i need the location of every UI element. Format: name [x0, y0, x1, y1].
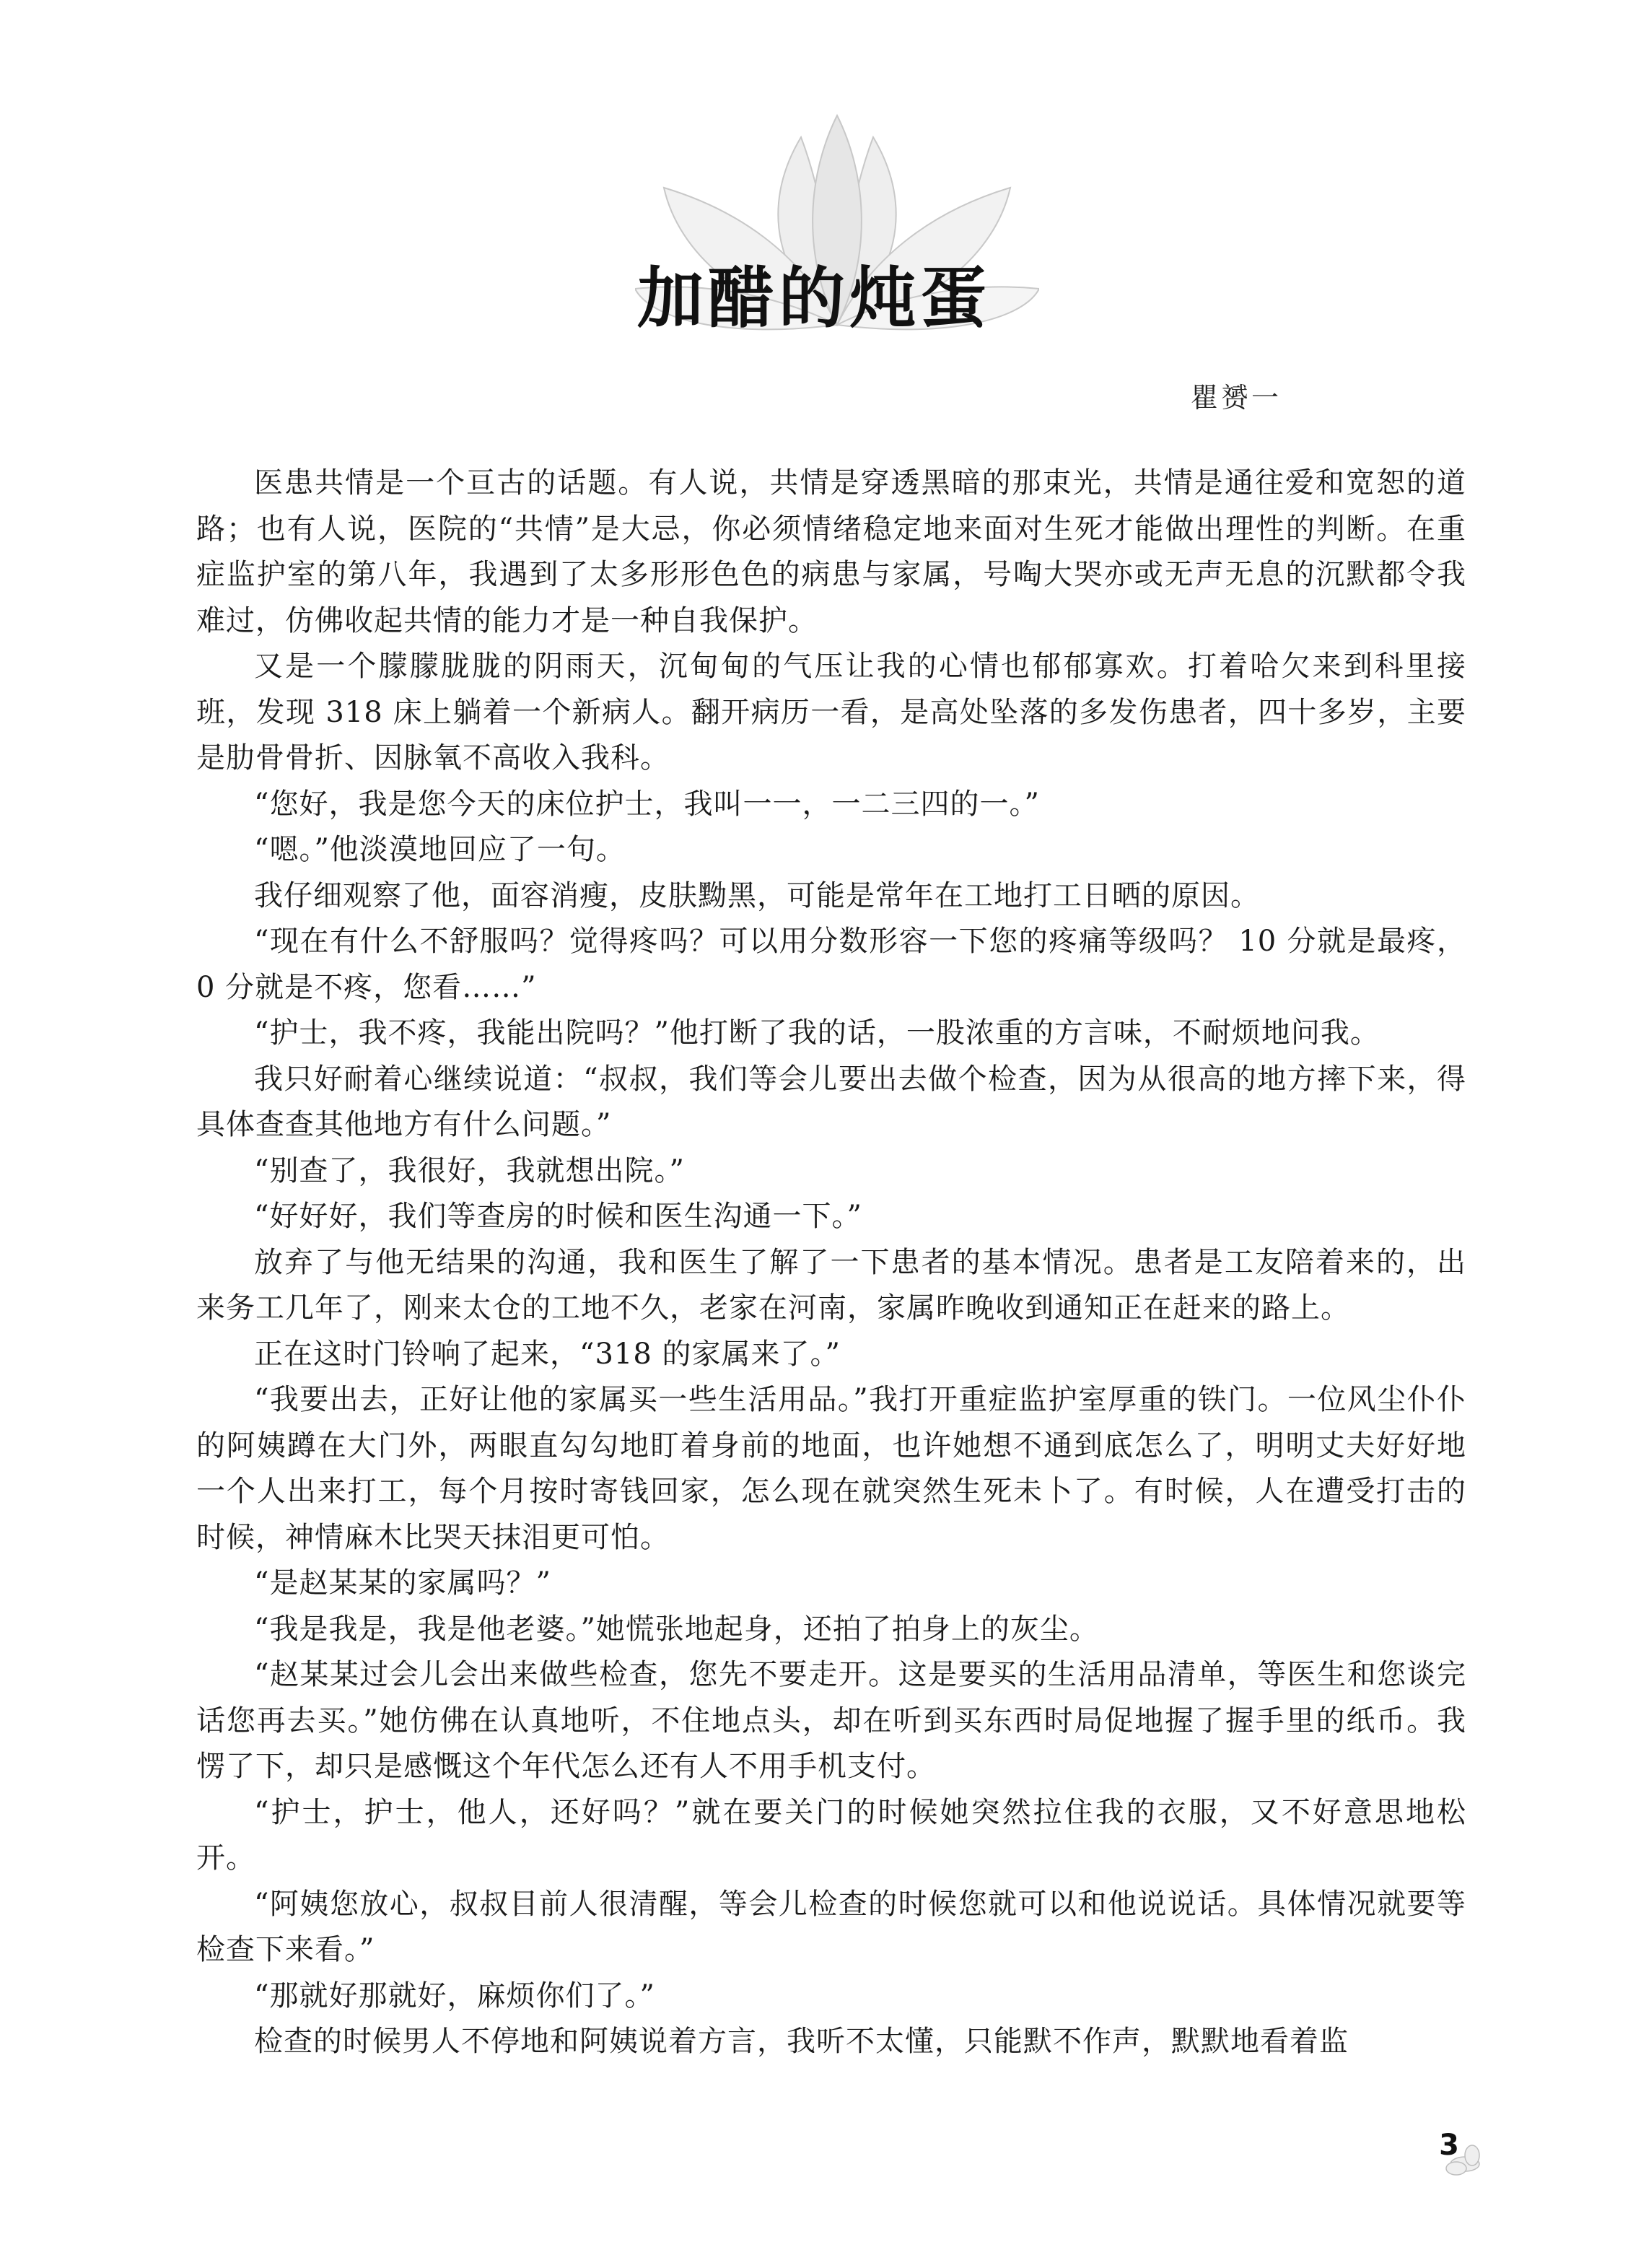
paragraph: 放弃了与他无结果的沟通，我和医生了解了一下患者的基本情况。患者是工友陪着来的，出来务工几年了，刚来太仓的工地不久，老家在河南，家属昨晚收到通知正在赶来的路上。 — [196, 1245, 1466, 1325]
paragraph: “赵某某过会儿会出来做些检查，您先不要走开。这是要买的生活用品清单，等医生和您谈完话您再去买。”她仿佛在认真地听，不住地点头，却在听到买东西时局促地握了握手里的纸币。我愣了下，却只是感慨这个年代怎么还有人不用手机支付。 — [196, 1658, 1466, 1783]
paragraph: “那就好那就好，麻烦你们了。” — [254, 1979, 655, 2012]
paragraph: “我是我是，我是他老婆。”她慌张地起身，还拍了拍身上的灰尘。 — [254, 1612, 1099, 1646]
article-body — [196, 461, 1466, 2065]
paragraph: 正在这时门铃响了起来，“318 的家属来了。” — [254, 1337, 841, 1371]
paragraph: “是赵某某的家属吗？” — [254, 1566, 551, 1600]
paragraph: “您好，我是您今天的床位护士，我叫一一，一二三四的一。” — [254, 787, 1040, 821]
paragraph: 检查的时候男人不停地和阿姨说着方言，我听不太懂，只能默不作声，默默地看着监 — [254, 2025, 1349, 2058]
paragraph: 医患共情是一个亘古的话题。有人说，共情是穿透黑暗的那束光，共情是通往爱和宽恕的道路；也有人说，医院的“共情”是大忌，你必须情绪稳定地来面对生死才能做出理性的判断。在重症监护室的第八年，我遇到了太多形形色色的病患与家属，号啕大哭亦或无声无息的沉默都令我难过，仿佛收起共情的能力才是一种自我保护。 — [196, 466, 1466, 637]
paragraph: 我只好耐着心继续说道：“叔叔，我们等会儿要出去做个检查，因为从很高的地方摔下来，得具体查查其他地方有什么问题。” — [196, 1062, 1466, 1141]
paragraph: “我要出去，正好让他的家属买一些生活用品。”我打开重症监护室厚重的铁门。一位风尘仆仆的阿姨蹲在大门外，两眼直勾勾地盯着身前的地面，也许她想不通到底怎么了，明明丈夫好好地一个人出来打工，每个月按时寄钱回家，怎么现在就突然生死未卜了。有时候，人在遭受打击的时候，神情麻木比哭天抹泪更可怕。 — [196, 1383, 1466, 1554]
author-name: 瞿赟一 — [1190, 382, 1282, 414]
paragraph: “好好好，我们等查房的时候和医生沟通一下。” — [254, 1200, 862, 1233]
article-title: 加醋的炖蛋 — [636, 259, 991, 337]
page-number: 3 — [1439, 2129, 1459, 2162]
paragraph: “护士，我不疼，我能出院吗？”他打断了我的话，一股浓重的方言味，不耐烦地问我。 — [254, 1016, 1380, 1050]
paragraph: “阿姨您放心，叔叔目前人很清醒，等会儿检查的时候您就可以和他说说话。具体情况就要等检查下来看。” — [196, 1887, 1466, 1966]
paragraph: “嗯。”他淡漠地回应了一句。 — [254, 833, 626, 866]
paragraph: “别查了，我很好，我就想出院。” — [254, 1153, 685, 1187]
paragraph: “护士，护士，他人，还好吗？”就在要关门的时候她突然拉住我的衣服，又不好意思地松开。 — [196, 1795, 1466, 1875]
paragraph: 我仔细观察了他，面容消瘦，皮肤黝黑，可能是常年在工地打工日晒的原因。 — [254, 878, 1260, 912]
page-number-badge — [1427, 2124, 1485, 2181]
paragraph: “现在有什么不舒服吗？觉得疼吗？可以用分数形容一下您的疼痛等级吗？ 10 分就是最疼，0 分就是不疼，您看……” — [196, 925, 1466, 1004]
paragraph: 又是一个朦朦胧胧的阴雨天，沉甸甸的气压让我的心情也郁郁寡欢。打着哈欠来到科里接班，发现 318 床上躺着一个新病人。翻开病历一看，是高处坠落的多发伤患者，四十多岁，主要是肋骨骨折、因脉氧不高收入我科。 — [196, 650, 1466, 775]
